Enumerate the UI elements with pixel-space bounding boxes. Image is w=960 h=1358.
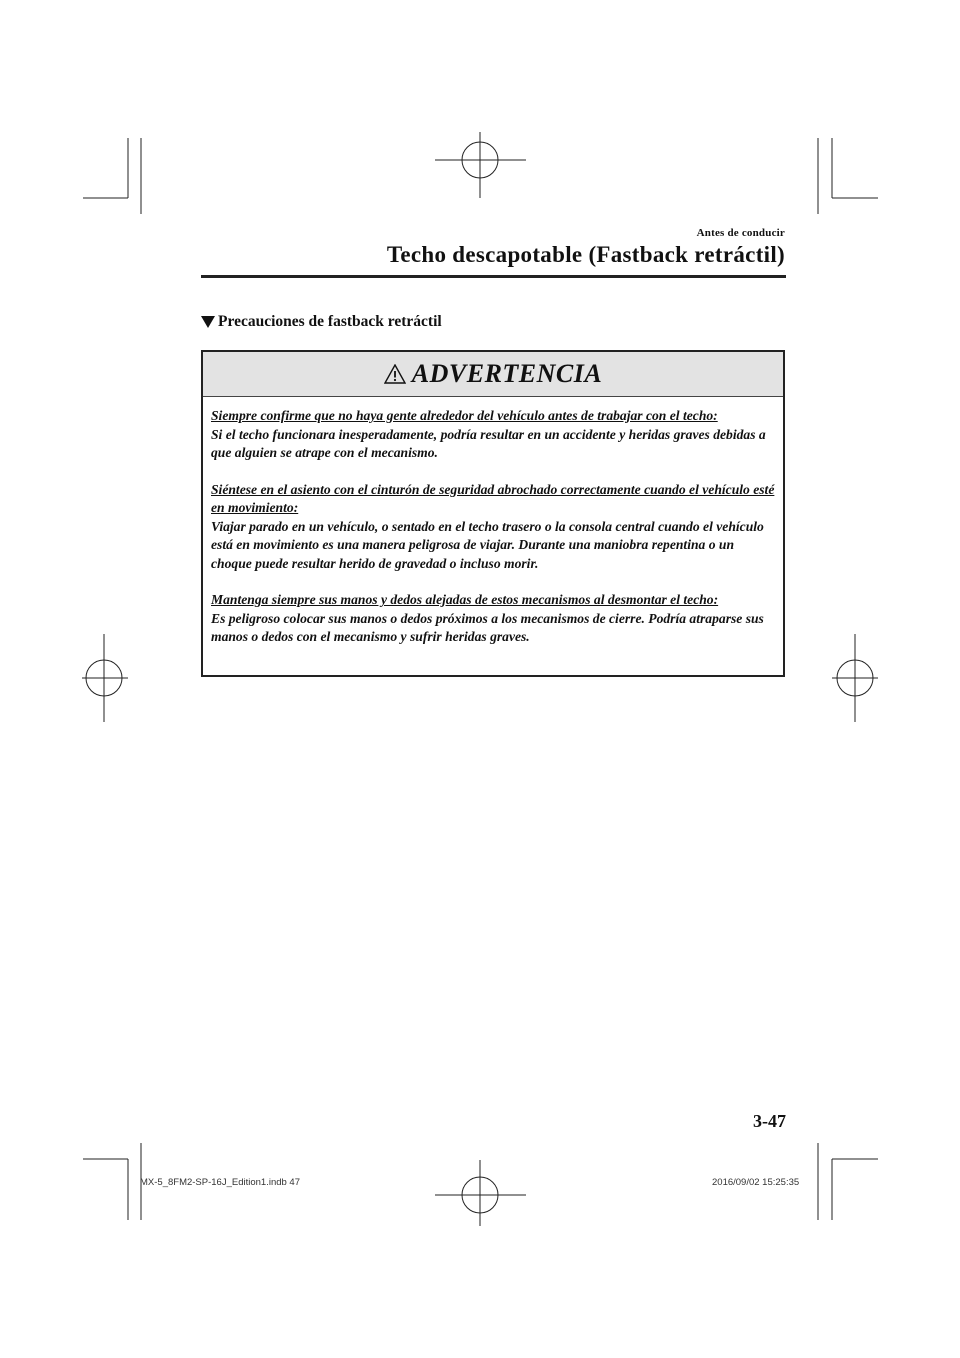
section-heading-text: Precauciones de fastback retráctil [218, 313, 442, 330]
warning-triangle-icon [384, 364, 406, 384]
warning-subject: Siempre confirme que no haya gente alrededor del vehículo antes de trabajar con el techo: [211, 408, 718, 423]
slug-date: 2016/09/02 15:25:35 [712, 1177, 800, 1188]
warning-subject: Siéntese en el asiento con el cinturón de seguridad abrochado correctamente cuando el vehículo esté en movimiento: [211, 481, 775, 515]
warning-body [203, 397, 783, 647]
warning-item [211, 481, 775, 574]
warning-item [211, 407, 775, 463]
chapter-label: Antes de conducir [696, 227, 785, 239]
triangle-down-icon [201, 316, 215, 328]
slug-file: MX-5_8FM2-SP-16J_Edition1.indb 47 [140, 1177, 301, 1188]
page-number: 3-47 [753, 1111, 786, 1131]
header-rule [201, 275, 786, 278]
warning-text: Viajar parado en un vehículo, o sentado en el techo trasero o la consola central cuando el vehículo está en movimiento es una manera peligrosa de viajar. Durante una maniobra repentina o un choque puede resultar herido de gravedad o incluso morir. [211, 518, 764, 571]
warning-label: ADVERTENCIA [411, 359, 603, 388]
section-heading [201, 313, 442, 331]
page-title: Techo descapotable (Fastback retráctil) [386, 242, 785, 267]
warning-item [211, 591, 775, 647]
warning-text: Es peligroso colocar sus manos o dedos próximos a los mecanismos de cierre. Podría atraparse sus manos o dedos con el mecanismo y sufrir heridas graves. [211, 610, 764, 644]
warning-subject: Mantenga siempre sus manos y dedos alejadas de estos mecanismos al desmontar el techo: [211, 592, 719, 607]
warning-header [203, 352, 783, 397]
warning-box [201, 350, 785, 677]
warning-text: Si el techo funcionara inesperadamente, podría resultar en un accidente y heridas graves debidas a que alguien se atrape con el mecanismo. [211, 426, 766, 460]
